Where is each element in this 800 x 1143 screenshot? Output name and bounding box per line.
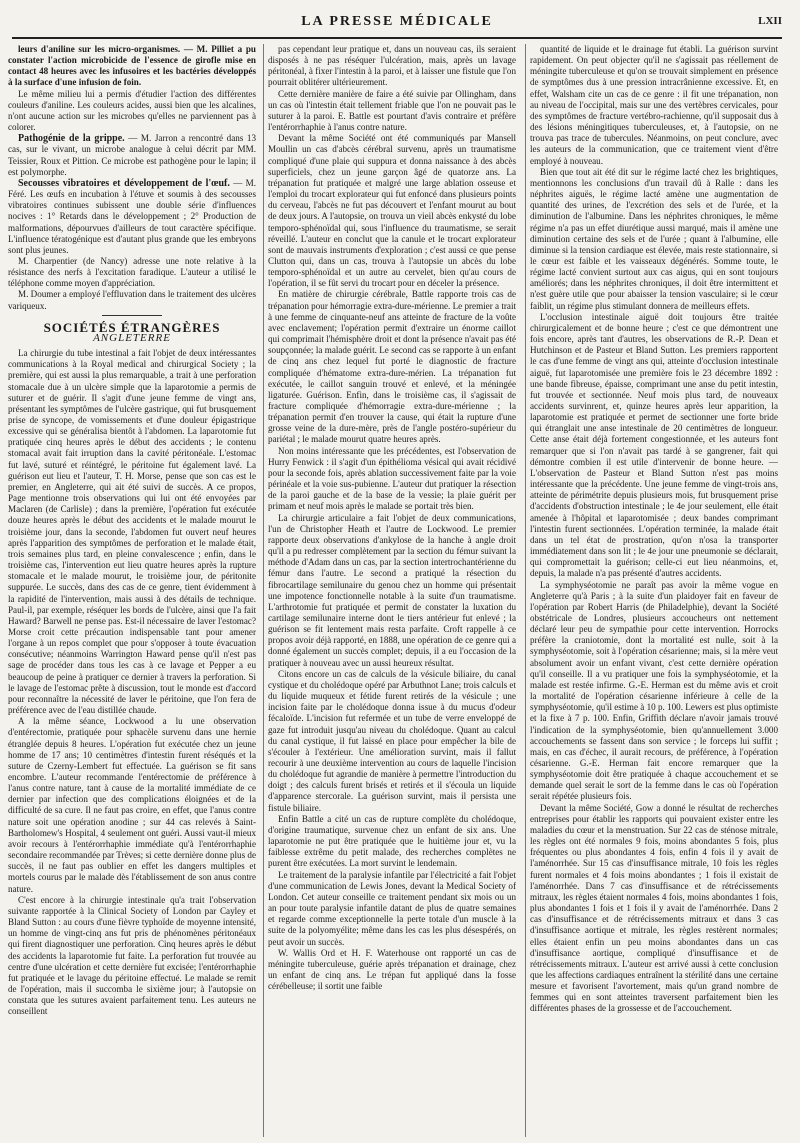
paragraph: En matière de chirurgie cérébrale, Battle rapporte trois cas de trépanation pour hémorragie extra-dure-mérienne. Le premier a trait à une femme de cinquante-neuf ans atteinte de fracture de la voûte avec enclavement; l'opération permit d'extraire un énorme caillot qui comprimait l'hémisphère droit et dont la présence n'avait pas été soupçonnée; la malade guérit. Le second cas se rapporte à un enfant de cinq ans chez lequel fut porté le diagnostic de fracture compliquée d'hématome extra-dure-mérien. La trépanation fut exécutée, le caillot sanguin trouvé et enlevé, et la méningée ligaturée. Guérison. Enfin, dans le troisième cas, il s'agissait de fracture compliquée d'hémorragie extra-dure-mérienne ; la trépanation permit d'en trouver la cause, qui était la rupture d'une grosse veine de la dure-mère, près de l'angle postéro-supérieur du pariétal ; le malade mourut quatre heures après. [268, 289, 516, 445]
paragraph: quantité de liquide et le drainage fut établi. La guérison survint rapidement. On peut objecter qu'il ne s'agissait pas réellement de méningite tuberculeuse et qu'on se trouvait simplement en présence de symptômes dus à une pression intracrânienne excessive. Et, en effet, Walsham cite un cas de ce genre : il fit une trépanation, non au niveau de l'occipital, mais sur une des vertèbres cervicales, pour des symptômes de fracture vertébro-rachienne, qu'il supposait dus à des lésions méningitiques tuberculeuses, et, à l'autopsie, on ne trouva pas trace de tubercules. Néanmoins, on peut conclure, avec les auteurs de la communication, que ce traitement vient d'être employé à nouveau. [530, 44, 778, 166]
paragraph: Devant la même Société, Gow a donné le résultat de recherches entreprises pour établir les rapports qui pouvaient exister entre les maladies du cœur et la menstruation. Sur 22 cas de sténose mitrale, les règles ont été normales 9 fois, moins abondantes 5 fois, plus fréquentes ou plus abondantes 4 fois, enfin 4 fois il y avait de l'aménorrhée. Sur 15 cas d'insuffisance mitrale, 10 fois les règles furent normales et 4 fois moins abondantes ; 1 fois il existait de l'aménorrhée. Dans 7 cas d'insuffisance et de rétrécissements mitraux, les règles étaient normales 4 fois, moins abondantes 1 fois, plus abondantes 1 fois et 1 fois il y avait de l'aménorrhée. Dans 2 cas d'insuffisance et de rétrécissements mitraux et dans 3 cas d'insuffisance aortique et mitrale, les règles restèrent normales; elles étaient enfin un peu moins abondantes dans un cas d'insuffisance aortique, compliqué d'insuffisance et de rétrécissements mitraux. L'auteur est arrivé aussi à cette conclusion que les affections cardiaques entraînent la stérilité dans une certaine mesure et favorisent l'avortement, mais qu'un grand nombre de femmes qui en sont atteintes traversent parfaitement bien les différentes phases de la grossesse et de l'accouchement. [530, 802, 778, 1014]
paragraph-text: — M. Féré. Les œufs en incubation à l'étuve et soumis à des secousses vibratoires continues subissent une double série d'influences nocives : 1° Retards dans le développement ; 2° Production de malformations, dépourvues d'ailleurs de tout caractère spécifique. L'influence tératogénique est d'autant plus grande que les embryons sont plus jeunes. [8, 177, 256, 255]
journal-title: LA PRESSE MÉDICALE [301, 14, 493, 29]
paragraph: M. Charpentier (de Nancy) adresse une note relative à la résistance des nerfs à l'excitation faradique. L'auteur a utilisé le téléphone comme moyen d'appréciation. [8, 255, 256, 289]
paragraph: Le traitement de la paralysie infantile par l'électricité a fait l'objet d'une communication de Lewis Jones, devant la Medical Society of London. Cet auteur conseille ce traitement pendant six mois ou un an pour toute paralysie infantile datant de plus de quatre semaines et regarde comme exceptionnelle la perte totale d'un muscle à la suite de la polyomyélite; même dans les cas les plus désespérés, on peut avoir un succès. [268, 869, 516, 947]
paragraph: Citons encore un cas de calculs de la vésicule biliaire, du canal cystique et du cholédoque opéré par Arbuthnot Lane; trois calculs et du liquide muqueux et fétide furent retirés de la vésicule ; une incision faite par le cholédoque donna issue à du mucus d'odeur fécaloïde. L'incision fut refermée et un tube de verre enveloppé de gaze fut introduit jusqu'au niveau du cholédoque. Quant au calcul du canal cystique, il fut laissé en place pour empêcher la bile de s'écouler à l'extérieur. Une amélioration survint, mais il fallut recourir à une deuxième intervention au cours de laquelle l'incision du cholédoque fut agrandie de manière à permettre l'introduction du doigt ; des calculs furent brisés et retirés et il s'écoula un liquide d'apparence stercorale. La guérison survint, mais il persista une fistule biliaire. [268, 668, 516, 813]
paragraph: C'est encore à la chirurgie intestinale qu'a trait l'observation suivante rapportée à la Clinical Society of London par Cayley et Bland Sutton : au cours d'une fièvre typhoïde de moyenne intensité, un homme de vingt-cinq ans fut pris de phénomènes péritonéaux qui firent diagnostiquer une perforation. Cinq heures après le début des accidents la laparotomie fut faite. La perforation fut trouvée au centre d'une ulcération et cette dernière fut excisée; l'entérorrhaphie fut pratiquée et le lavage du péritoine effectué. Le malade se remit de l'opération, mais il succomba le sixième jour; à l'autopsie on constata que les sutures avaient parfaitement tenu. Les auteurs ne conseillent [8, 894, 256, 1017]
column-separator [263, 44, 264, 1137]
paragraph: L'occlusion intestinale aiguë doit toujours être traitée chirurgicalement et de bonne heure ; c'est ce que démontrent une fois encore, après tant d'autres, les observations de R.-P. Dean et Hutchinson et de Pasteur et Bland Sutton. Les premiers rapportent le cas d'une femme de vingt ans qui, atteinte d'occlusion intestinale aiguë, fut laparotomisée une première fois le 23 décembre 1892 : une bande fibreuse, épaisse, comprimant une anse du petit intestin, fut trouvée et sectionnée. Neuf mois plus tard, de nouveaux accidents survinrent, et, quinze heures après leur apparition, la laparotomie est pratiquée et permet de sectionner une forte bride qui étranglait une anse intestinale de 20 centimètres de longueur. Cette anse était déjà fortement congestionnée, et les auteurs font remarquer que si l'on n'avait pas tardé à se gangrener, fait qui démontre combien il est utile d'intervenir de bonne heure. — L'observation de Pasteur et Bland Sutton n'est pas moins intéressante que la précédente. Une jeune femme de vingt-trois ans, atteinte de périmétrite depuis plusieurs mois, fut brusquement prise d'accidents d'obstruction intestinale ; le 4e jour seulement, elle était amenée à l'hôpital et laparotomisée ; deux bandes comprimant l'intestin furent sectionnées. L'opération terminée, la malade était dans un tel état de prostration, qu'on n'osa la transporter immédiatement dans son lit ; le 4e jour une pneumonie se déclarait, qui compromettait la guérison; celle-ci eut lieu néanmoins, et, depuis, la malade n'a pas présenté d'autres accidents. [530, 311, 778, 579]
item-heading: Secousses vibratoires et développement de l'œuf. [18, 177, 230, 189]
column-2 [268, 44, 516, 1137]
paragraph [8, 178, 256, 256]
section-title: SOCIÉTÉS ÉTRANGÈRES [43, 319, 221, 335]
section-subtitle: ANGLETERRE [93, 331, 171, 344]
paragraph: La chirurgie articulaire a fait l'objet de deux communications, l'un de Christopher Heath et l'autre de Lockwood. Le premier rapporte deux observations d'ankylose de la hanche à angle droit qu'il a pu redresser complètement par la section du fémur suivant la méthode d'Adam dans un cas, par la section intertrochantérienne du fémur dans l'autre. Le second a pratiqué la résection du fibrocartilage semilunaire du genou chez un homme qui présentait une impotence fonctionnelle notable à la suite d'un traumatisme. L'arthrotomie fut pratiquée et permit de constater la luxation du cartilage semilunaire interne dont le tiers antérieur fut enlevé ; la guérison se fit lentement mais resta parfaite. Croft rappelle à ce propos avoir déjà rapporté, en 1888, une opération de ce genre qui a donné également un succès complet; depuis, il a eu l'occasion de la pratiquer à nouveau avec un aussi heureux résultat. [268, 512, 516, 668]
paragraph: Cette dernière manière de faire a été suivie par Ollingham, dans un cas où l'intestin était tellement friable que l'on ne pouvait pas le suturer à la paroi. E. Battle est pourtant d'avis contraire et préfère l'entérorrhaphie à l'anus contre nature. [268, 88, 516, 133]
paragraph [8, 133, 256, 178]
section-rule [102, 315, 162, 316]
column-1 [8, 44, 256, 1137]
paragraph: Le même milieu lui a permis d'étudier l'action des différentes couleurs d'aniline. Les couleurs acides, aussi bien que les alcalines, n'ont aucune action sur les microbes qu'elles ne parviennent pas à colorer. [8, 88, 256, 133]
paragraph: Devant la même Société ont été communiqués par Mansell Moullin un cas d'abcès cérébral survenu, après un traumatisme compliqué d'une plaie qui suppura et donna naissance à des abcès superficiels, chez un jeune garçon âgé de quatorze ans. La trépanation fut pratiquée et malgré une large ablation osseuse et l'emploi du trocart explorateur qui fut enfoncé dans plusieurs points du cerveau, l'abcès ne fut pas découvert et l'enfant mourut au bout de deux jours. A l'autopsie, on trouva un vieil abcès enkysté du lobe temporo-sphénoïdal qui, sous l'influence du traumatisme, se serait réveillé. L'auteur en conclut que la canule et le trocart explorateur sont de mauvais instruments d'exploration ; c'est aussi ce que pense Clutton qui, dans un cas, trouva à l'autopsie un abcès du lobe temporo-sphénoïdal et un autre au cervelet, bien qu'au cours de l'opération, il se fût servi du trocart pour en déceler la présence. [268, 133, 516, 289]
item-heading: Pathogénie de la grippe. [18, 133, 125, 145]
paragraph: Non moins intéressante que les précédentes, est l'observation de Hurry Fenwick : il s'agit d'un épithélioma vésical qui avait récidivé pour la seconde fois, après ablation successivement faite par la voie périnéale et la voie sus-pubienne. L'auteur dut pratiquer la résection de la paroi gauche et de la base de la vessie; la plaie guérit per primam et neuf mois après le malade se portait très bien. [268, 445, 516, 512]
paragraph: M. Doumer a employé l'effluvation dans le traitement des ulcères variqueux. [8, 289, 256, 311]
header-rule [12, 37, 782, 39]
column-separator [525, 44, 526, 1137]
paragraph: Enfin Battle a cité un cas de rupture complète du cholédoque, d'origine traumatique, survenue chez un enfant de six ans. Une laparotomie ne put être pratiquée que le huitième jour et, vu la faiblesse extrême du petit malade, des recherches complètes ne purent être exécutées. La mort survint le lendemain. [268, 813, 516, 869]
paragraph: La symphyséotomie ne paraît pas avoir la même vogue en Angleterre qu'à Paris ; à la suite d'un plaidoyer fait en faveur de l'opération par Robert Harris (de Philadelphie), devant la Société obstétricale de Londres, plusieurs accoucheurs ont nettement déclaré leur peu de sympathie pour cette intervention. Horrocks préfère la craniotomie, dont la mortalité est nulle, soit à la symphyséotomie, soit à l'opération césarienne; mais, si la mère veut absolument avoir un enfant vivant, c'est cette dernière opération qu'il conseille. Il a vu pratiquer une fois la symphyséotomie, et la malade est restée infirme. G.-E. Herman est du même avis et croit la mortalité de l'opération césarienne inférieure à celle de la symphyséotomie, qu'il estime à 10 p. 100. Lewers est plus optimiste et la fixe à 7 p. 100. Enfin, Griffith déclare n'avoir jamais trouvé l'indication de la symphyséotomie, bien qu'annuellement 3.000 accouchements se fassent dans son service ; le forceps lui suffit ; mais, en cas d'échec, il aurait recours, de préférence, à l'opération césarienne. G.-E. Herman fait encore remarquer que la symphyséotomie doit être pratiquée à chaque accouchement et se demande quel serait le sort de la femme dans le cas où l'opération serait répétée plusieurs fois. [530, 579, 778, 802]
paragraph: W. Wallis Ord et H. F. Waterhouse ont rapporté un cas de méningite tuberculeuse, guérie après trépanation et drainage, chez un enfant de cinq ans. Le trépan fut appliqué dans la fosse cérébelleuse; il sortit une faible [268, 947, 516, 992]
paragraph [8, 44, 256, 89]
page-header [12, 14, 782, 36]
paragraph-text: — M. Jarron a rencontré dans 13 cas, sur le vivant, un microbe analogue à celui décrit par MM. Teissier, Roux et Pittion. Ce microbe est pathogène pour le lapin; il est polymorphe. [8, 133, 256, 177]
paragraph: pas cependant leur pratique et, dans un nouveau cas, ils seraient disposés à ne pas réséquer l'ulcération, mais, après un lavage péritonéal, à fixer l'intestin à la paroi, et à laisser une fistule que l'on pourrait oblitérer ultérieurement. [268, 44, 516, 88]
page-number: LXII [758, 15, 782, 27]
paragraph-text: leurs d'aniline sur les micro-organismes. — M. Pilliet a pu constater l'action microbicide de l'essence de girofle mise en contact 48 heures avec les infusoires et les bactéries développés à la surface d'une infusion de foin. [8, 44, 256, 88]
column-3 [530, 44, 778, 1137]
paragraph: A la même séance, Lockwood a lu une observation d'entérectomie, pratiquée pour sphacèle survenu dans une hernie étranglée depuis 8 heures. L'opération fut exécutée chez un jeune homme de 17 ans; 10 centimètres d'intestin furent réséqués et la suture de Czerny-Lembert fut effectuée. La guérison se fit sans encombre. L'auteur recommande l'entérectomie de préférence à l'anus contre nature, tant à cause de la mortalité immédiate de ce dernier par infection que des complications éloignées et de la difficulté de sa cure. Il ne faut pas croire, en effet, que l'anus contre nature soit une opération anodine ; sur 44 cas relevés à Saint-Bartholomew's Hospital, 4 seulement ont guéri. Aussi vaut-il mieux avoir recours à l'entérorrhaphie immédiate qu'à l'entérorrhaphie secondaire recommandée par Trèves; si cette dernière donne plus de succès, il ne faut pas oublier en effet les dangers multiples et mortels courus par le malade dès l'établissement de son anus contre nature. [8, 716, 256, 894]
paragraph: La chirurgie du tube intestinal a fait l'objet de deux intéressantes communications à la Royal medical and chirurgical Society ; la première, qui est aussi la plus remarquable, a trait à une perforation stomacale due à un ulcère simple que la laparotomie a permis de suturer et de guérir. Il s'agit d'une jeune femme de vingt ans, présentant les symptômes de l'ulcère gastrique, qui fut brusquement prise de syncope, de vomissements et d'une douleur épigastrique excessive qui se généralisa bientôt à l'abdomen. La laparotomie fut pratiquée cinq heures après le début des accidents ; le contenu stomacal avait fait irruption dans la cavité péritonéale. L'estomac fut lavé, suturé et réintégré, le péritoine fut également lavé. La guérison eut lieu et l'auteur, T. H. Morse, pense que son cas est le premier, en Angleterre, qui ait été suivi de succès. A ce propos, Page mentionne trois observations qui lui ont été envoyées par Maclaren (de Carlisle) ; dans la première, l'opération fut exécutée douze heures après le début des accidents et le malade mourut le troisième jour, dans la seconde, l'abdomen fut ouvert neuf heures après l'apparition des symptômes de perforation et le malade était, trois semaines plus tard, en pleine convalescence ; enfin, dans le troisième cas, l'intervention eut lieu quatre heures après la rupture stomacale et le malade mourut, le troisième jour, de péritonite suppurée. Le succès, dans des cas de ce genre, tient évidemment à la rapidité de l'intervention, mais aussi à des détails de technique. Paul-il, par exemple, réséquer les bords de l'ulcère, ainsi que l'a fait Haward? Barwell ne pense pas. Est-il nécessaire de laver l'estomac? Morse croit cette précaution indispensable tant pour amener l'organe à un repos complet que pour s'opposer à toute évacuation consécutive; néanmoins Warrington Haward pense qu'il n'est pas sage de procéder dans tous les cas à ce lavage et Pepper a eu beaucoup de peine à pratiquer ce dernier à travers la perforation. Si le lavage de l'estomac prête à discussion, tout le monde est d'accord pour reconnaître la nécessité de laver le péritoine, que l'on fera de préférence avec de l'eau distillée chaude. [8, 348, 256, 716]
paragraph: Bien que tout ait été dit sur le régime lacté chez les brightiques, mentionnons les conclusions d'un travail dû à Ralle : dans les néphrites aiguës, le régime lacté amène une augmentation de quantité des urines, de l'excrétion des sels et de l'urée, et la diminution de l'albumine. Dans les néphrites chroniques, le même régime n'a pas un effet diurétique aussi marqué, mais il amène une diminution certaine des sels et de l'urée ; quant à l'albumine, elle diminue si la tension cardiaque est élevée, mais reste stationnaire, si le cœur est faible et les vaisseaux dégénérés. Somme toute, le régime lacté convient surtout aux cas aigus, qui en sont toujours améliorés; dans les néphrites chroniques, il doit être intermittent et n'est guère utile que pour abaisser la tension vasculaire; si le cœur faiblit, un régime plus stimulant donnera de meilleurs effets. [530, 166, 778, 311]
